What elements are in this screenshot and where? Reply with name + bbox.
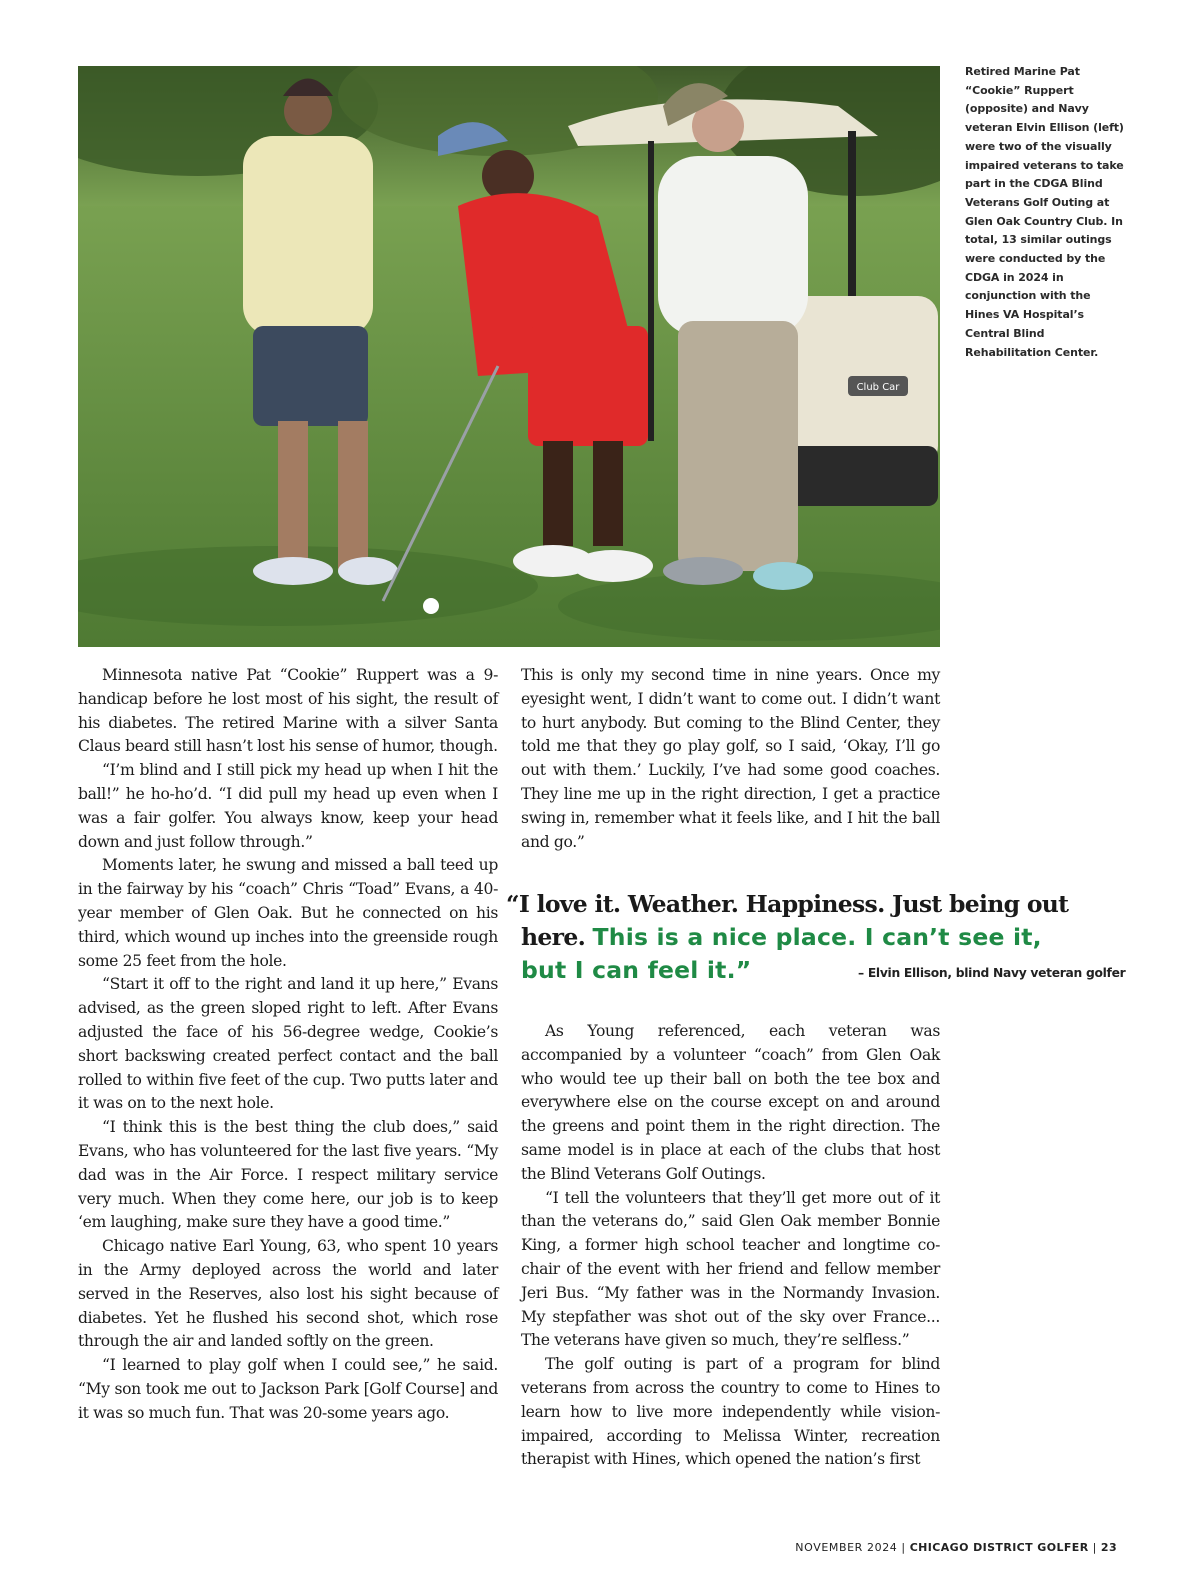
pull-quote-line-1: “I love it. Weather. Happiness. Just being out	[506, 890, 1069, 918]
paragraph: “I think this is the best thing the club does,” said Evans, who has volunteered for the last five years. “My dad was in the Air Force. I respect military service very much. When they come here, our job is to keep ‘em laughing, make sure they have a good time.”	[78, 1118, 498, 1232]
page-footer	[795, 1541, 1117, 1554]
photo-caption: Retired Marine Pat “Cookie” Ruppert (opposite) and Navy veteran Elvin Ellison (left) were two of the visually impaired veterans to take part in the CDGA Blind Veterans Golf Outing at Glen Oak Country Club. In total, 13 similar outings were conducted by the CDGA in 2024 in conjunction with the Hines VA Hospital’s Central Blind Rehabilitation Center.	[965, 65, 1124, 359]
paragraph: “Start it off to the right and land it up here,” Evans advised, as the green sloped right to left. After Evans adjusted the face of his 56-degree wedge, Cookie’s short backswing created perfect contact and the ball rolled to within five feet of the cup. Two putts later and it was on to the next hole.	[78, 975, 498, 1113]
issue-date: NOVEMBER 2024	[795, 1541, 898, 1554]
pull-quote-attribution: – Elvin Ellison, blind Navy veteran golfer	[858, 966, 1126, 980]
paragraph: As Young referenced, each veteran was accompanied by a volunteer “coach” from Glen Oak who would tee up their ball on both the tee box and everywhere else on the course except on and around the greens and point them in the right direction. The same model is in place at each of the clubs that host the Blind Veterans Golf Outings.	[521, 1022, 940, 1183]
paragraph: “I’m blind and I still pick my head up when I hit the ball!” he ho-ho’d. “I did pull my head up even when I was a fair golfer. You always know, keep your head down and just follow through.”	[78, 761, 498, 851]
cart-logo: Club Car	[856, 382, 900, 393]
paragraph: Chicago native Earl Young, 63, who spent 10 years in the Army deployed across the world and later served in the Reserves, also lost his sight because of diabetes. Yet he flushed his second shot, which rose through the air and landed softly on the green.	[78, 1237, 498, 1351]
golf-photo-icon	[78, 66, 940, 647]
paragraph: “I learned to play golf when I could see,” he said. “My son took me out to Jackson Park [Golf Course] and it was so much fun. That was 20-some years ago.	[78, 1356, 498, 1422]
footer-separator: |	[901, 1541, 906, 1554]
paragraph: The golf outing is part of a program for blind veterans from across the country to come to Hines to learn how to live more independently while vision-impaired, according to Melissa Winter, recreation therapist with Hines, which opened the nation’s first	[521, 1355, 940, 1469]
article-column-left	[78, 664, 498, 1426]
paragraph: “I tell the volunteers that they’ll get more out of it than the veterans do,” said Glen Oak member Bonnie King, a former high school teacher and longtime co-chair of the event with her friend and fellow member Jeri Bus. “My father was in the Normandy Invasion. My stepfather was shot out of the sky over France... The veterans have given so much, they’re selfless.”	[521, 1188, 940, 1350]
paragraph: Minnesota native Pat “Cookie” Ruppert was a 9-handicap before he lost most of his sight, the result of his diabetes. The retired Marine with a silver Santa Claus beard still hasn’t lost his sense of humor, though.	[78, 666, 498, 756]
pull-quote-line-3: but I can feel it.”	[521, 956, 752, 984]
pull-quote-green-text: This is a nice place. I can’t see it,	[592, 923, 1042, 951]
footer-separator: |	[1092, 1541, 1097, 1554]
paragraph: This is only my second time in nine years. Once my eyesight went, I didn’t want to come out. I didn’t want to hurt anybody. But coming to the Blind Center, they told me that they go play golf, so I said, ‘Okay, I’ll go out with them.’ Luckily, I’ve had some good coaches. They line me up in the right direction, I get a practice swing in, remember what it feels like, and I hit the ball and go.”	[521, 666, 940, 851]
magazine-name: CHICAGO DISTRICT GOLFER	[909, 1541, 1089, 1554]
article-column-right-top	[521, 664, 940, 854]
golf-photo	[78, 66, 940, 647]
article-column-right-bottom	[521, 1020, 940, 1472]
page-number: 23	[1100, 1541, 1117, 1554]
pull-quote-dark-text: here.	[521, 923, 586, 951]
paragraph: Moments later, he swung and missed a ball teed up in the fairway by his “coach” Chris “Toad” Evans, a 40-year member of Glen Oak. But he connected on his third, which wound up inches into the greenside rough some 25 feet from the hole.	[78, 856, 498, 970]
pull-quote-line-2	[506, 921, 1146, 954]
